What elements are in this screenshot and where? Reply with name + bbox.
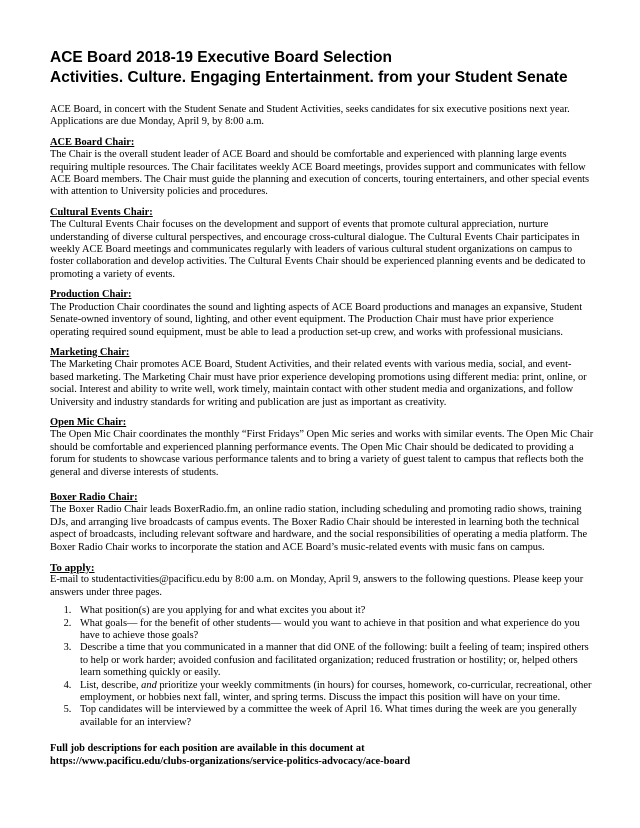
page-title bbox=[50, 48, 610, 88]
section-text: The Open Mic Chair coordinates the monthly “First Fridays” Open Mic series and works with similar events. The Open Mic Chair should be comfortable and experienced planning performance events. The Open Mic Chair should be dedicated to providing a forum for students to showcase various performance talents and to bring a variety of guest talent to campus that reflects both the general and diverse interests of students. bbox=[50, 429, 594, 478]
question-item: 3. Describe a time that you communicated in a manner that did ONE of the following: built a feeling of team; inspired others to help or work harder; avoided confusion and facilitated organization; reduced frustration or hostility; or, helped others learn something quickly or easily. bbox=[74, 642, 595, 679]
section-ace-board-chair bbox=[50, 137, 595, 199]
section-text: The Cultural Events Chair focuses on the development and support of events that promote cultural appreciation, nurture understanding of diverse cultural perspectives, and encourage cross-cultural dialogue. The Cultural Events Chair participates in weekly ACE Board meetings and communicates regularly with leaders of various cultural student organizations on campus to foster collaboration and develop activities. The Cultural Events Chair should be experienced planning events and be dedicated to promoting a variety of events. bbox=[50, 219, 586, 280]
section-heading: Cultural Events Chair: bbox=[50, 206, 153, 218]
question-list bbox=[50, 605, 595, 729]
section-production-chair bbox=[50, 289, 595, 339]
section-cultural-events-chair bbox=[50, 207, 595, 281]
question-text: List, describe, bbox=[80, 679, 142, 691]
section-to-apply bbox=[50, 562, 595, 729]
question-item: 1. What position(s) are you applying for and what excites you about it? bbox=[74, 605, 595, 617]
section-text: The Boxer Radio Chair leads BoxerRadio.fm, an online radio station, including scheduling and promoting radio shows, training DJs, and arranging live broadcasts of campus events. The Boxer Radio Chair should be interested in learning both the technical aspect of broadcasts, including relevant software and hardware, and the social responsibilities of operating a media platform. The Boxer Radio Chair works to incorporate the station and ACE Board’s music-related events with music fans on campus. bbox=[50, 504, 588, 553]
footer-link[interactable]: https://www.pacificu.edu/clubs-organizations/service-politics-advocacy/ace-board bbox=[50, 755, 411, 767]
question-item: 5. Top candidates will be interviewed by a committee the week of April 16. What times during the week are you generally available for an interview? bbox=[74, 704, 595, 729]
question-emphasis: and bbox=[141, 679, 157, 691]
section-text: The Production Chair coordinates the sound and lighting aspects of ACE Board productions and manages an expansive, Student Senate-owned inventory of sound, lighting, and other event equipment. The Production Chair must have prior experience operating required sound equipment, must be able to lead a production set-up crew, and works with professional musicians. bbox=[50, 301, 583, 338]
section-heading: Production Chair: bbox=[50, 289, 132, 301]
intro-paragraph: ACE Board, in concert with the Student Senate and Student Activities, seeks candidates for six executive positions next year. Applications are due Monday, April 9, by 8:00 a.m. bbox=[50, 104, 570, 128]
section-marketing-chair bbox=[50, 347, 595, 409]
question-item: 2. What goals— for the benefit of other students— would you want to achieve in that position and what experience do you have to achieve those goals? bbox=[74, 618, 595, 643]
footer-note bbox=[50, 743, 595, 768]
apply-instructions: E-mail to studentactivities@pacificu.edu by 8:00 a.m. on Monday, April 9, answers to the following questions. Please keep your answers under three pages. bbox=[50, 574, 584, 598]
section-heading: Boxer Radio Chair: bbox=[50, 491, 138, 503]
section-text: The Chair is the overall student leader of ACE Board and should be comfortable and experienced with planning large events requiring multiple resources. The Chair facilitates weekly ACE Board meetings, provides support and communicates with fellow ACE Board members. The Chair must guide the planning and execution of concerts, touring entertainers, and other special events with attention to University policies and procedures. bbox=[50, 149, 590, 198]
title-line-1: ACE Board 2018-19 Executive Board Selection bbox=[50, 49, 392, 66]
document-body bbox=[50, 104, 595, 768]
footer-line-1: Full job descriptions for each position are available in this document at bbox=[50, 743, 365, 755]
apply-heading: To apply: bbox=[50, 562, 95, 574]
section-boxer-radio-chair bbox=[50, 492, 595, 554]
section-heading: Open Mic Chair: bbox=[50, 416, 127, 428]
section-heading: ACE Board Chair: bbox=[50, 136, 135, 148]
section-text: The Marketing Chair promotes ACE Board, Student Activities, and their related events with various media, social, and event-based marketing. The Marketing Chair must have prior experience developing promotions using different media: print, online, or social. Interest and ability to write well, work timely, maintain contact with other student media and organizations, and follow University and industry standards for writing and publication are just as important as creativity. bbox=[50, 359, 587, 408]
section-open-mic-chair bbox=[50, 417, 595, 479]
question-item bbox=[74, 680, 595, 705]
section-heading: Marketing Chair: bbox=[50, 346, 130, 358]
question-text-rest: prioritize your weekly commitments (in hours) for courses, homework, co-curricular, recreational, other employment, or hobbies next fall, winter, and spring terms. Discuss the impact this position will have on your time. bbox=[80, 679, 592, 704]
title-line-2: Activities. Culture. Engaging Entertainment. from your Student Senate bbox=[50, 69, 568, 86]
